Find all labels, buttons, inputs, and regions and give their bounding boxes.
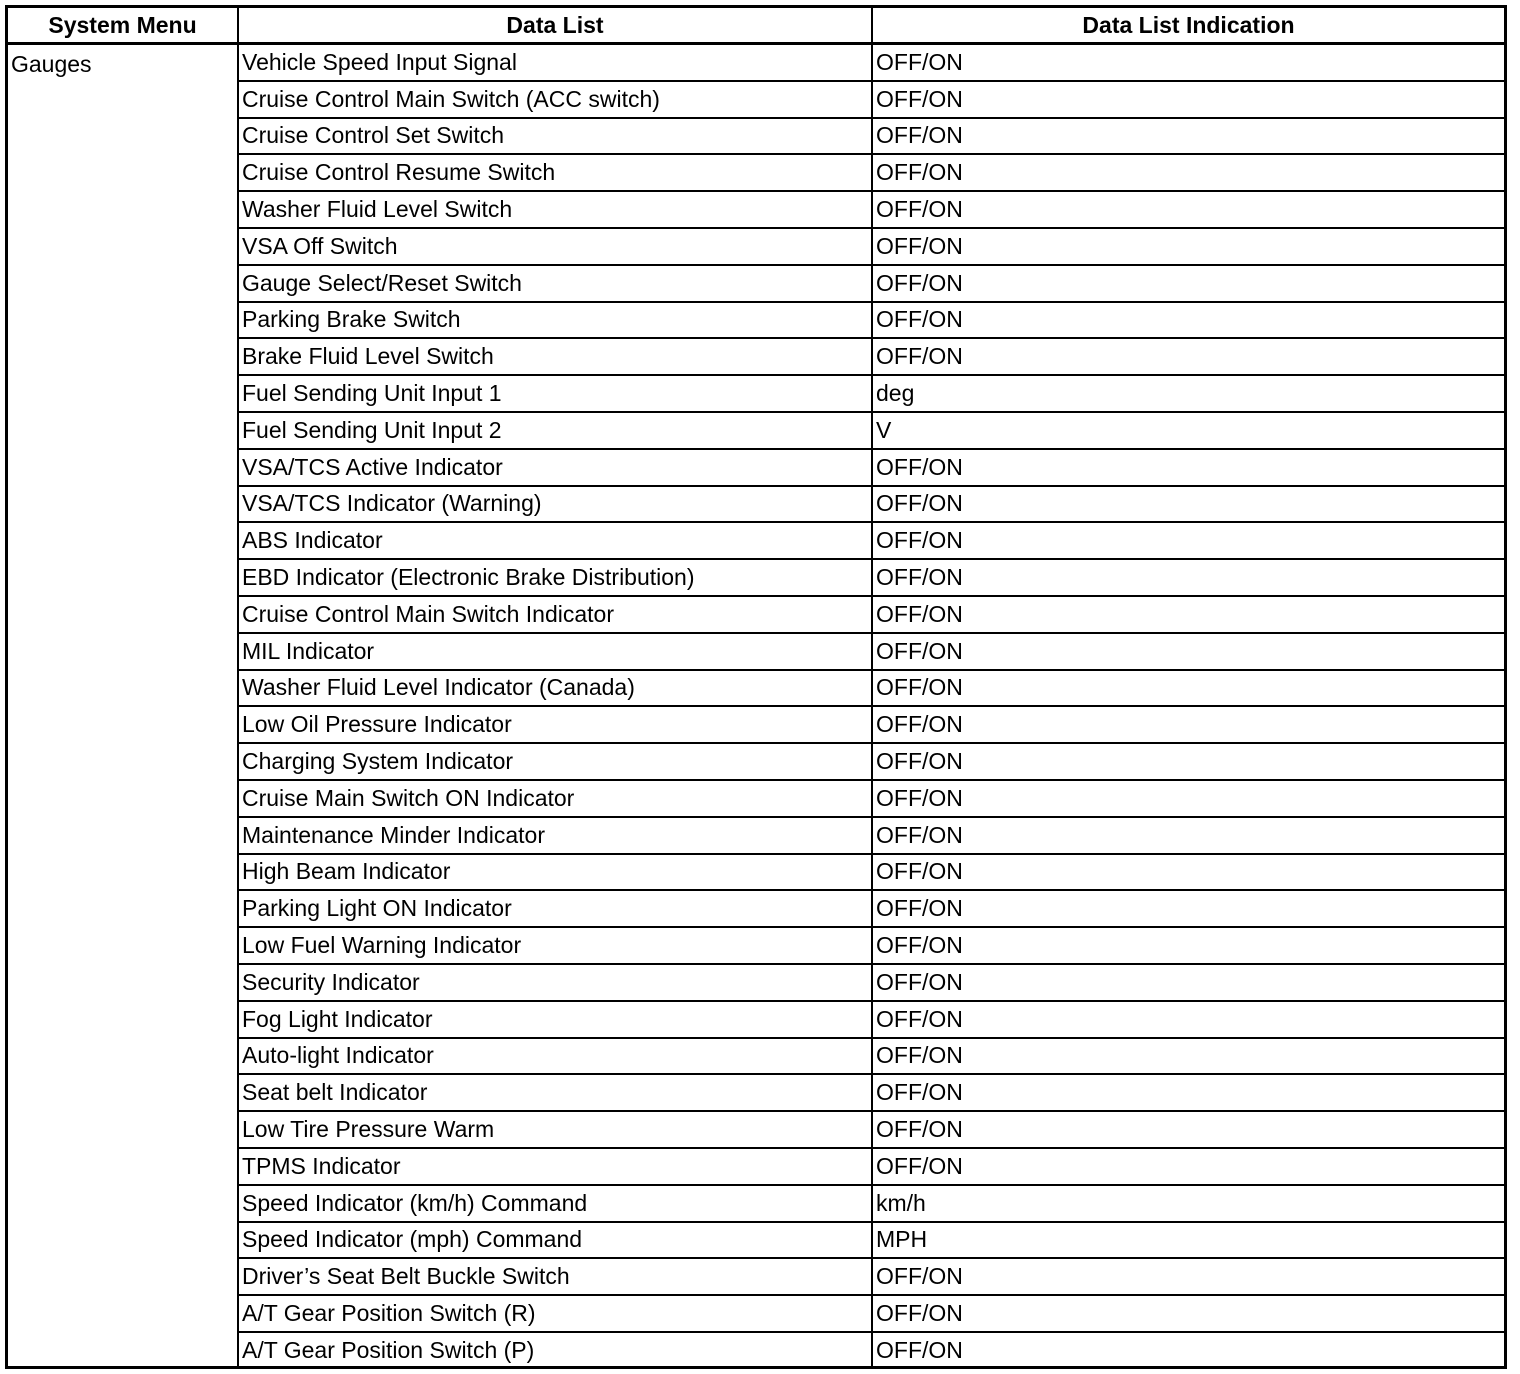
header-data-list: Data List — [238, 8, 872, 44]
data-list-table-frame — [5, 5, 1507, 1369]
data-list-indication-cell: OFF/ON — [872, 890, 1504, 927]
data-list-item-cell: MIL Indicator — [238, 633, 872, 670]
data-list-item-cell: Fuel Sending Unit Input 1 — [238, 375, 872, 412]
data-list-item-cell: Cruise Control Set Switch — [238, 118, 872, 155]
data-list-item-cell: Cruise Control Main Switch (ACC switch) — [238, 81, 872, 118]
data-list-indication-cell: OFF/ON — [872, 817, 1504, 854]
data-list-item-cell: A/T Gear Position Switch (R) — [238, 1295, 872, 1332]
data-list-indication-cell: OFF/ON — [872, 854, 1504, 891]
data-list-item-cell: Maintenance Minder Indicator — [238, 817, 872, 854]
data-list-item-cell: VSA Off Switch — [238, 228, 872, 265]
data-list-indication-cell: OFF/ON — [872, 780, 1504, 817]
data-list-item-cell: VSA/TCS Indicator (Warning) — [238, 486, 872, 523]
data-list-indication-cell: OFF/ON — [872, 338, 1504, 375]
data-list-item-cell: Cruise Control Resume Switch — [238, 154, 872, 191]
data-list-item-cell: Gauge Select/Reset Switch — [238, 265, 872, 302]
data-list-indication-cell: OFF/ON — [872, 596, 1504, 633]
data-list-item-cell: Cruise Control Main Switch Indicator — [238, 596, 872, 633]
data-list-item-cell: Low Oil Pressure Indicator — [238, 706, 872, 743]
table-body — [8, 44, 1504, 1368]
data-list-indication-cell: OFF/ON — [872, 1001, 1504, 1038]
data-list-item-cell: Low Fuel Warning Indicator — [238, 927, 872, 964]
data-list-item-cell: Security Indicator — [238, 964, 872, 1001]
data-list-item-cell: Cruise Main Switch ON Indicator — [238, 780, 872, 817]
data-list-indication-cell: OFF/ON — [872, 154, 1504, 191]
data-list-table — [8, 8, 1504, 1369]
data-list-indication-cell: deg — [872, 375, 1504, 412]
data-list-indication-cell: OFF/ON — [872, 927, 1504, 964]
data-list-indication-cell: OFF/ON — [872, 670, 1504, 707]
data-list-indication-cell: OFF/ON — [872, 302, 1504, 339]
data-list-item-cell: TPMS Indicator — [238, 1148, 872, 1185]
data-list-indication-cell: OFF/ON — [872, 1295, 1504, 1332]
data-list-indication-cell: OFF/ON — [872, 1038, 1504, 1075]
data-list-indication-cell: V — [872, 412, 1504, 449]
data-list-indication-cell: OFF/ON — [872, 1332, 1504, 1368]
header-system-menu: System Menu — [8, 8, 238, 44]
data-list-indication-cell: OFF/ON — [872, 522, 1504, 559]
data-list-indication-cell: OFF/ON — [872, 964, 1504, 1001]
data-list-item-cell: Washer Fluid Level Indicator (Canada) — [238, 670, 872, 707]
data-list-item-cell: Parking Light ON Indicator — [238, 890, 872, 927]
data-list-indication-cell: OFF/ON — [872, 44, 1504, 81]
data-list-item-cell: VSA/TCS Active Indicator — [238, 449, 872, 486]
data-list-indication-cell: OFF/ON — [872, 228, 1504, 265]
data-list-indication-cell: OFF/ON — [872, 633, 1504, 670]
data-list-item-cell: Charging System Indicator — [238, 743, 872, 780]
data-list-item-cell: Driver’s Seat Belt Buckle Switch — [238, 1258, 872, 1295]
table-row — [8, 44, 1504, 81]
data-list-item-cell: Speed Indicator (km/h) Command — [238, 1185, 872, 1222]
data-list-item-cell: Seat belt Indicator — [238, 1074, 872, 1111]
data-list-item-cell: Brake Fluid Level Switch — [238, 338, 872, 375]
data-list-item-cell: Fog Light Indicator — [238, 1001, 872, 1038]
data-list-indication-cell: OFF/ON — [872, 1258, 1504, 1295]
data-list-indication-cell: km/h — [872, 1185, 1504, 1222]
data-list-item-cell: EBD Indicator (Electronic Brake Distribution) — [238, 559, 872, 596]
data-list-indication-cell: OFF/ON — [872, 81, 1504, 118]
data-list-indication-cell: MPH — [872, 1222, 1504, 1259]
data-list-indication-cell: OFF/ON — [872, 706, 1504, 743]
system-menu-cell: Gauges — [8, 44, 238, 1368]
data-list-indication-cell: OFF/ON — [872, 1074, 1504, 1111]
data-list-indication-cell: OFF/ON — [872, 265, 1504, 302]
data-list-item-cell: Speed Indicator (mph) Command — [238, 1222, 872, 1259]
data-list-item-cell: High Beam Indicator — [238, 854, 872, 891]
data-list-indication-cell: OFF/ON — [872, 486, 1504, 523]
data-list-item-cell: A/T Gear Position Switch (P) — [238, 1332, 872, 1368]
data-list-indication-cell: OFF/ON — [872, 743, 1504, 780]
header-row — [8, 8, 1504, 44]
data-list-item-cell: Washer Fluid Level Switch — [238, 191, 872, 228]
data-list-item-cell: Parking Brake Switch — [238, 302, 872, 339]
header-data-list-indication: Data List Indication — [872, 8, 1504, 44]
data-list-indication-cell: OFF/ON — [872, 449, 1504, 486]
data-list-item-cell: ABS Indicator — [238, 522, 872, 559]
data-list-indication-cell: OFF/ON — [872, 118, 1504, 155]
data-list-indication-cell: OFF/ON — [872, 559, 1504, 596]
data-list-indication-cell: OFF/ON — [872, 1148, 1504, 1185]
data-list-indication-cell: OFF/ON — [872, 191, 1504, 228]
data-list-indication-cell: OFF/ON — [872, 1111, 1504, 1148]
data-list-item-cell: Fuel Sending Unit Input 2 — [238, 412, 872, 449]
data-list-item-cell: Low Tire Pressure Warm — [238, 1111, 872, 1148]
data-list-item-cell: Vehicle Speed Input Signal — [238, 44, 872, 81]
data-list-item-cell: Auto-light Indicator — [238, 1038, 872, 1075]
